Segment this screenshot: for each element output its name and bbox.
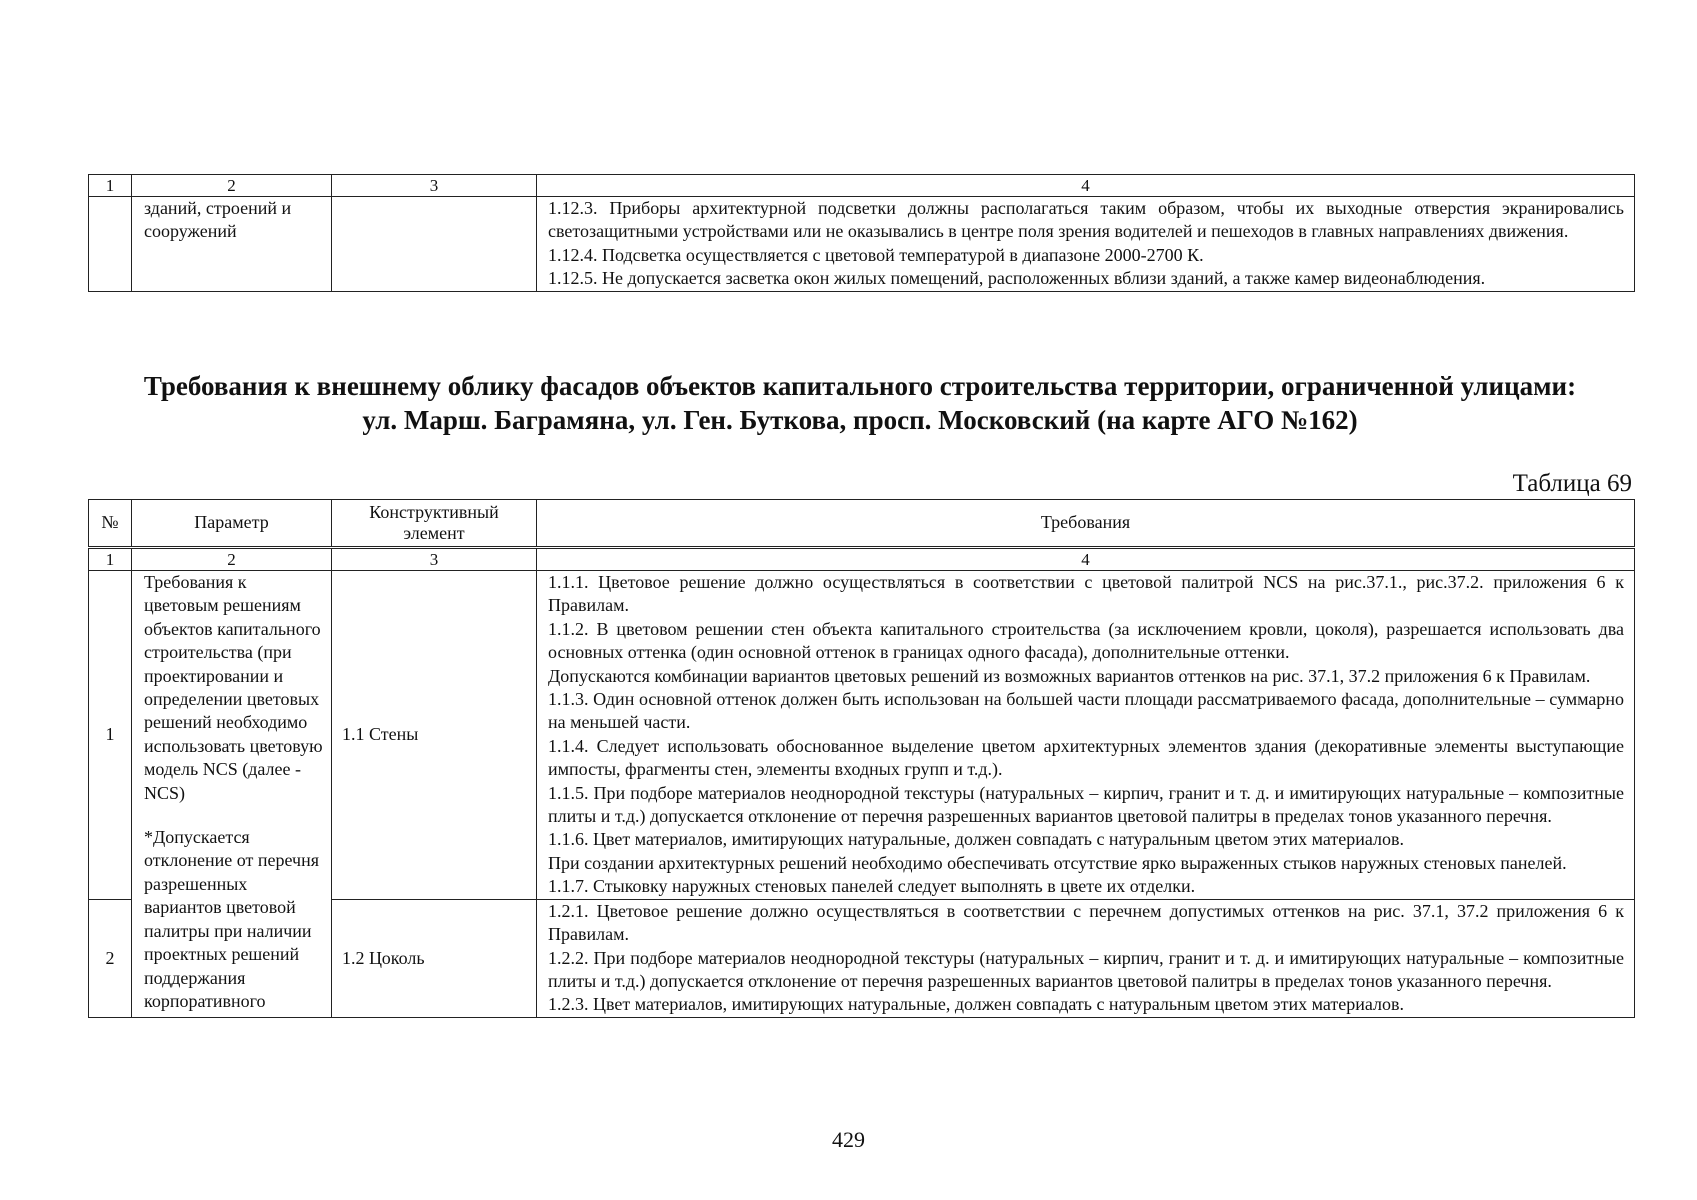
parameter-cell [132,571,332,1018]
requirement-item: 1.1.5. При подборе материалов неоднородной текстуры (натуральных – кирпич, гранит и т. д. и имитирующих натуральные – композитные плиты и т.д.) допускается отклонение от перечня разрешенных вариантов цветовой палитры в пределах тонов указанного перечня. [548,782,1624,827]
requirement-item: 1.12.5. Не допускается засветка окон жилых помещений, расположенных вблизи зданий, а также камер видеонаблюдения. [548,268,1486,289]
col-number-cell: 3 [332,175,537,197]
header-requirements: Требования [537,500,1635,548]
section-heading-line-1: Требования к внешнему облику фасадов объектов капитального строительства территории, ограниченной улицами: [143,371,1577,401]
requirement-item: 1.2.3. Цвет материалов, имитирующих натуральные, должен совпадать с натуральным цветом этих материалов. [548,994,1405,1015]
parameter-note: *Допускается отклонение от перечня разрешенных вариантов цветовой палитры при наличии проектных решений поддержания корпоративного [144,827,319,1011]
table-row [89,197,1635,292]
column-number-row [89,175,1635,197]
col-number-cell: 1 [89,548,132,571]
requirements-table [88,499,1635,1018]
requirement-item: 1.1.2. В цветовом решении стен объекта капитального строительства (за исключением кровли, цоколя), разрешается использовать два основных оттенка (один основной оттенок в границах одного фасада), дополнительные оттенки. [548,618,1624,663]
header-parameter: Параметр [132,500,332,548]
requirement-item: 1.12.3. Приборы архитектурной подсветки должны располагаться таким образом, чтобы их выходные отверстия экранировались светозащитными устройствами или не оказывались в центре поля зрения водителей и пешеходов в главных направлениях движения. [548,198,1624,242]
element-cell: 1.1 Стены [332,571,537,900]
row-number-cell: 1 [89,571,132,900]
continuation-table [88,174,1635,292]
requirement-item: 1.1.3. Один основной оттенок должен быть использован на большей части площади рассматриваемого фасада, дополнительные – суммарно на меньшей части. [548,689,1624,733]
element-cell [332,197,537,292]
element-cell: 1.2 Цоколь [332,899,537,1017]
table-label: Таблица 69 [1512,470,1632,497]
col-number-cell: 2 [132,175,332,197]
col-number-cell: 1 [89,175,132,197]
table-row [89,571,1635,900]
section-heading-line-2: ул. Марш. Баграмяна, ул. Ген. Буткова, просп. Московский (на карте АГО №162) [362,405,1358,435]
header-element: Конструктивный элемент [332,500,537,548]
requirements-cell [537,197,1635,292]
column-number-row [89,548,1635,571]
col-number-cell: 4 [537,548,1635,571]
table-header-row [89,500,1635,548]
parameter-cell: зданий, строений и сооружений [132,197,332,292]
parameter-text: Требования к цветовым решениям объектов капитального строительства (при проектировании и определении цветовых решений необходимо использовать цветовую модель NCS (далее - NCS) [144,572,323,803]
col-number-cell: 2 [132,548,332,571]
col-number-cell: 3 [332,548,537,571]
page-number: 429 [832,1127,865,1152]
requirement-item: 1.2.1. Цветовое решение должно осуществляться в соответствии с перечнем допустимых оттенков на рис. 37.1, 37.2 приложения 6 к Правилам. [548,900,1624,945]
requirement-item: 1.2.2. При подборе материалов неоднородной текстуры (натуральных – кирпич, гранит и т. д. и имитирующих натуральные – композитные плиты и т.д.) допускается отклонение от перечня разрешенных вариантов цветовой палитры в пределах тонов указанного перечня. [548,947,1624,991]
requirements-cell [537,571,1635,900]
row-number-cell [89,197,132,292]
requirement-item: Допускаются комбинации вариантов цветовых решений из возможных вариантов оттенков на рис. 37.1, 37.2 приложения 6 к Правилам. [548,665,1591,686]
requirement-item: При создании архитектурных решений необходимо обеспечивать отсутствие ярко выраженных стыков наружных стеновых панелей. [548,852,1567,873]
requirement-item: 1.12.4. Подсветка осуществляется с цветовой температурой в диапазоне 2000-2700 К. [548,244,1204,265]
requirements-cell [537,899,1635,1017]
row-number-cell: 2 [89,899,132,1017]
col-number-cell: 4 [537,175,1635,197]
requirement-item: 1.1.1. Цветовое решение должно осуществляться в соответствии с цветовой палитрой NCS на рис.37.1., рис.37.2. приложения 6 к Правилам. [548,572,1624,616]
requirement-item: 1.1.6. Цвет материалов, имитирующих натуральные, должен совпадать с натуральным цветом этих материалов. [548,829,1405,850]
header-number: № [89,500,132,548]
requirement-item: 1.1.7. Стыковку наружных стеновых панелей следует выполнять в цвете их отделки. [548,876,1196,897]
requirement-item: 1.1.4. Следует использовать обоснованное выделение цветом архитектурных элементов здания (декоративные элементы выступающие импосты, фрагменты стен, элементы входных групп и т.д.). [548,735,1624,780]
